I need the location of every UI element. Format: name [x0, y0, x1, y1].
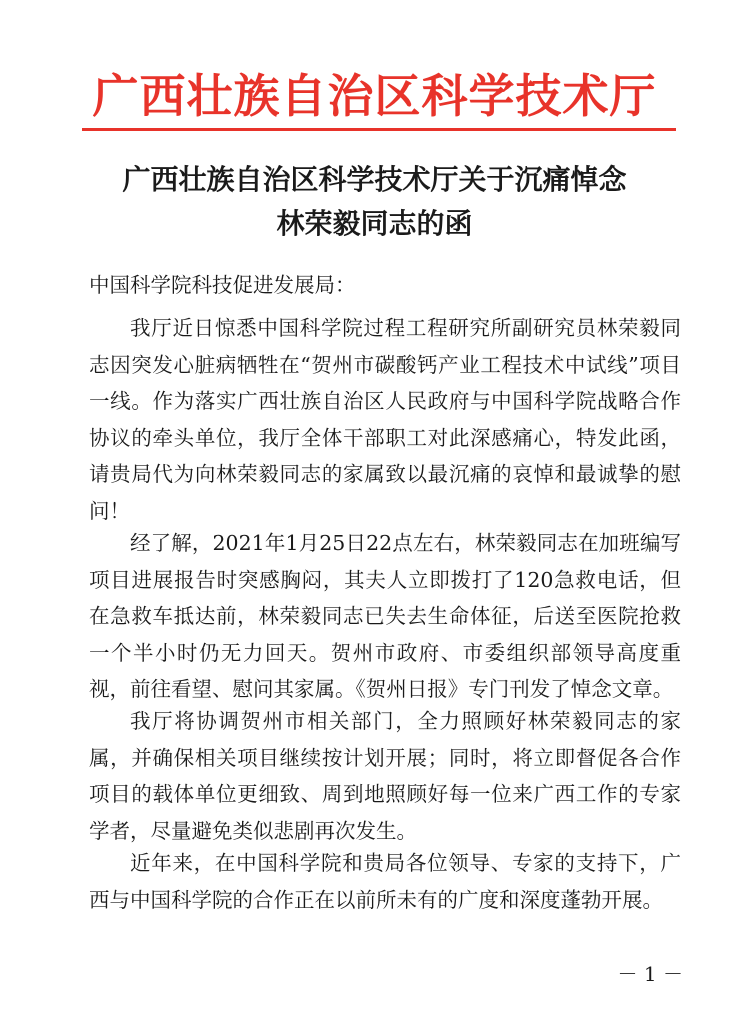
masthead-red-rule — [82, 128, 676, 131]
paragraph-4: 近年来，在中国科学院和贵局各位领导、专家的支持下，广西与中国科学院的合作正在以前所未有的广度和深度蓬勃开展。 — [89, 851, 681, 912]
page-number: － 1 － — [617, 962, 683, 986]
salutation: 中国科学院科技促进发展局： — [89, 273, 356, 297]
document-title-line-2: 林荣毅同志的函 — [276, 207, 473, 240]
paragraph-3: 我厅将协调贺州市相关部门，全力照顾好林荣毅同志的家属，并确保相关项目继续按计划开展；同时，将立即督促各合作项目的载体单位更细致、周到地照顾好每一位来广西工作的专家学者，尽量避免类似悲剧再次发生。 — [89, 709, 681, 843]
masthead-organization: 广西壮族自治区科学技术厅 — [92, 69, 657, 123]
paragraph-2: 经了解，2021年1月25日22点左右，林荣毅同志在加班编写项目进展报告时突感胸闷，其夫人立即拨打了120急救电话，但在急救车抵达前，林荣毅同志已失去生命体征，后送至医院抢救一个半小时仍无力回天。贺州市政府、市委组织部领导高度重视，前往看望、慰问其家属。《贺州日报》专门刊发了悼念文章。 — [89, 531, 681, 702]
paragraph-1: 我厅近日惊悉中国科学院过程工程研究所副研究员林荣毅同志因突发心脏病牺牲在“贺州市碳酸钙产业工程技术中试线”项目一线。作为落实广西壮族自治区人民政府与中国科学院战略合作协议的牵头单位，我厅全体干部职工对此深感痛心，特发此函，请贵局代为向林荣毅同志的家属致以最沉痛的哀悼和最诚挚的慰问！ — [89, 316, 681, 523]
document-title-line-1: 广西壮族自治区科学技术厅关于沉痛悼念 — [122, 163, 627, 196]
